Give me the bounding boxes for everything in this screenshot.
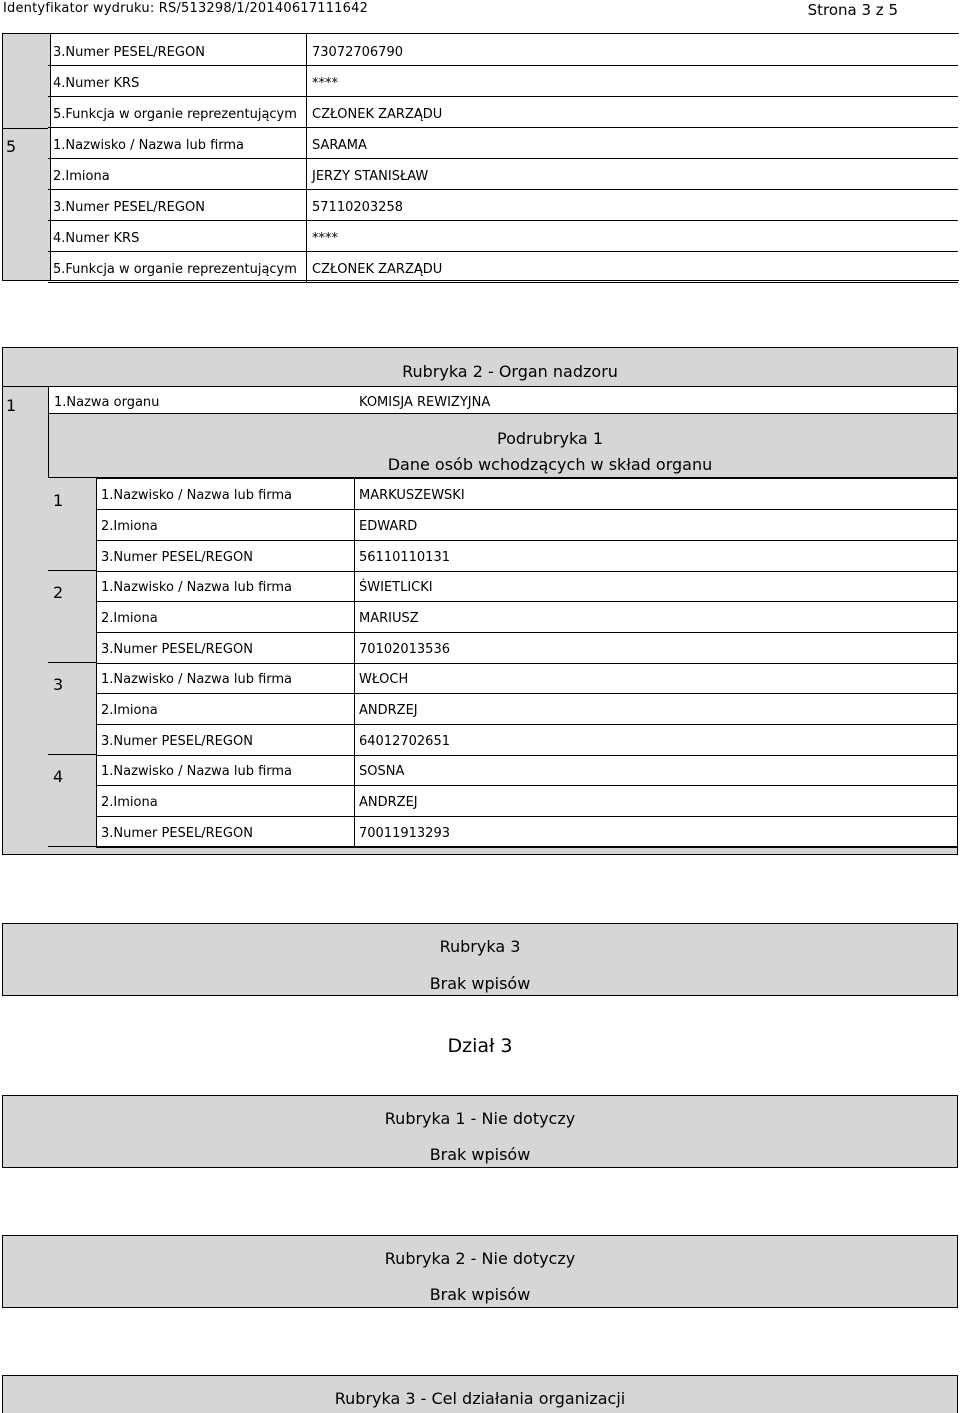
column-divider	[354, 570, 355, 601]
person-number: 1	[53, 491, 64, 510]
row-divider	[48, 65, 958, 66]
field-value: SOSNA	[359, 764, 405, 779]
d3-rubryka1-box	[2, 1095, 958, 1168]
column-divider	[306, 158, 307, 189]
field-value: SARAMA	[312, 138, 367, 153]
field-value: 64012702651	[359, 734, 450, 749]
d3-rubryka3-title: Rubryka 3 - Cel działania organizacji	[334, 1389, 626, 1408]
field-label: 1.Nazwisko / Nazwa lub firma	[101, 672, 293, 687]
field-value: 56110110131	[359, 550, 450, 565]
field-label: 3.Numer PESEL/REGON	[101, 826, 253, 841]
column-divider	[354, 509, 355, 540]
row-divider	[96, 785, 958, 786]
organ-name-value: KOMISJA REWIZYJNA	[359, 395, 491, 410]
podrubryka-header	[48, 413, 958, 478]
field-label: 3.Numer PESEL/REGON	[101, 550, 253, 565]
column-divider	[354, 754, 355, 785]
column-divider	[306, 65, 307, 96]
field-value: JERZY STANISŁAW	[312, 169, 429, 184]
row-divider	[48, 220, 958, 221]
column-divider	[306, 127, 307, 158]
print-identifier: Identyfikator wydruku: RS/513298/1/20140617111642	[3, 1, 369, 16]
column-divider	[354, 478, 355, 509]
row-divider	[48, 282, 958, 283]
person-separator	[48, 570, 96, 571]
person-number: 2	[53, 583, 64, 602]
podrubryka-title: Podrubryka 1	[497, 429, 603, 448]
d3-rubryka1-empty: Brak wpisów	[429, 1145, 531, 1164]
person-number: 4	[53, 767, 64, 786]
field-value: EDWARD	[359, 519, 418, 534]
field-value: ****	[312, 231, 338, 246]
person-number: 3	[53, 675, 64, 694]
row-divider	[96, 847, 958, 848]
field-label: 5.Funkcja w organie reprezentującym	[53, 107, 297, 122]
representation-table-inner	[50, 33, 959, 281]
page-number: Strona 3 z 5	[807, 1, 898, 19]
person-separator	[48, 754, 96, 755]
field-label: 2.Imiona	[101, 703, 158, 718]
field-value: CZŁONEK ZARZĄDU	[312, 262, 443, 277]
column-divider	[306, 34, 307, 65]
field-label: 3.Numer PESEL/REGON	[53, 200, 205, 215]
field-label: 1.Nazwisko / Nazwa lub firma	[101, 580, 293, 595]
column-divider	[354, 785, 355, 816]
d3-rubryka3-box	[2, 1375, 958, 1413]
d3-rubryka1-title: Rubryka 1 - Nie dotyczy	[384, 1109, 576, 1128]
row-divider	[48, 96, 958, 97]
row-divider	[48, 158, 958, 159]
field-value: ANDRZEJ	[359, 795, 418, 810]
row-divider	[96, 509, 958, 510]
field-value: 70102013536	[359, 642, 450, 657]
field-value: 73072706790	[312, 45, 403, 60]
representation-table	[2, 33, 958, 281]
column-divider	[354, 693, 355, 724]
column-divider	[354, 540, 355, 571]
row-divider	[96, 571, 958, 572]
field-label: 2.Imiona	[53, 169, 110, 184]
field-label: 4.Numer KRS	[53, 231, 140, 246]
field-label: 3.Numer PESEL/REGON	[101, 642, 253, 657]
field-value: MARIUSZ	[359, 611, 419, 626]
column-divider	[354, 601, 355, 632]
d3-rubryka2-empty: Brak wpisów	[429, 1285, 531, 1304]
rubryka2-title-bar	[2, 347, 958, 387]
podrubryka-subtitle: Dane osób wchodzących w skład organu	[387, 455, 713, 474]
rubryka2-title: Rubryka 2 - Organ nadzoru	[402, 362, 618, 381]
field-value: ****	[312, 76, 338, 91]
field-label: 1.Nazwisko / Nazwa lub firma	[53, 138, 245, 153]
column-divider	[306, 96, 307, 127]
field-label: 1.Nazwisko / Nazwa lub firma	[101, 764, 293, 779]
field-label: 2.Imiona	[101, 611, 158, 626]
field-label: 5.Funkcja w organie reprezentującym	[53, 262, 297, 277]
row-divider	[96, 724, 958, 725]
row-divider	[96, 540, 958, 541]
row-divider	[96, 663, 958, 664]
field-value: WŁOCH	[359, 672, 409, 687]
dzial3-title: Dział 3	[447, 1035, 513, 1057]
field-label: 1.Nazwisko / Nazwa lub firma	[101, 488, 293, 503]
column-divider	[354, 816, 355, 847]
field-value: 70011913293	[359, 826, 450, 841]
row-divider	[96, 816, 958, 817]
column-divider	[354, 724, 355, 755]
rubryka3-title: Rubryka 3	[439, 937, 521, 956]
entry-separator	[2, 128, 48, 129]
rubryka3-empty: Brak wpisów	[429, 974, 531, 993]
organ-name-label: 1.Nazwa organu	[54, 395, 160, 410]
row-divider	[96, 632, 958, 633]
persons-bottom-rule	[48, 846, 958, 847]
row-divider	[96, 601, 958, 602]
column-divider	[354, 662, 355, 693]
page-header	[0, 0, 960, 18]
field-value: ŚWIETLICKI	[359, 580, 433, 595]
organ-name-row	[48, 386, 958, 414]
entry-number: 5	[6, 137, 17, 156]
field-label: 2.Imiona	[101, 795, 158, 810]
field-label: 4.Numer KRS	[53, 76, 140, 91]
column-divider	[306, 220, 307, 251]
person-separator	[48, 662, 96, 663]
row-divider	[48, 189, 958, 190]
row-divider	[96, 755, 958, 756]
column-divider	[354, 632, 355, 663]
field-value: ANDRZEJ	[359, 703, 418, 718]
d3-rubryka2-box	[2, 1235, 958, 1308]
organ-entry-number: 1	[6, 396, 17, 415]
column-divider	[306, 251, 307, 282]
field-value: CZŁONEK ZARZĄDU	[312, 107, 443, 122]
persons-bottom-rule-2	[48, 854, 958, 855]
row-divider	[48, 251, 958, 252]
field-label: 2.Imiona	[101, 519, 158, 534]
rubryka3-box	[2, 923, 958, 996]
row-divider	[96, 693, 958, 694]
row-divider	[48, 127, 958, 128]
field-value: MARKUSZEWSKI	[359, 488, 465, 503]
d3-rubryka2-title: Rubryka 2 - Nie dotyczy	[384, 1249, 576, 1268]
field-label: 3.Numer PESEL/REGON	[53, 45, 205, 60]
column-divider	[306, 189, 307, 220]
field-label: 3.Numer PESEL/REGON	[101, 734, 253, 749]
field-value: 57110203258	[312, 200, 403, 215]
